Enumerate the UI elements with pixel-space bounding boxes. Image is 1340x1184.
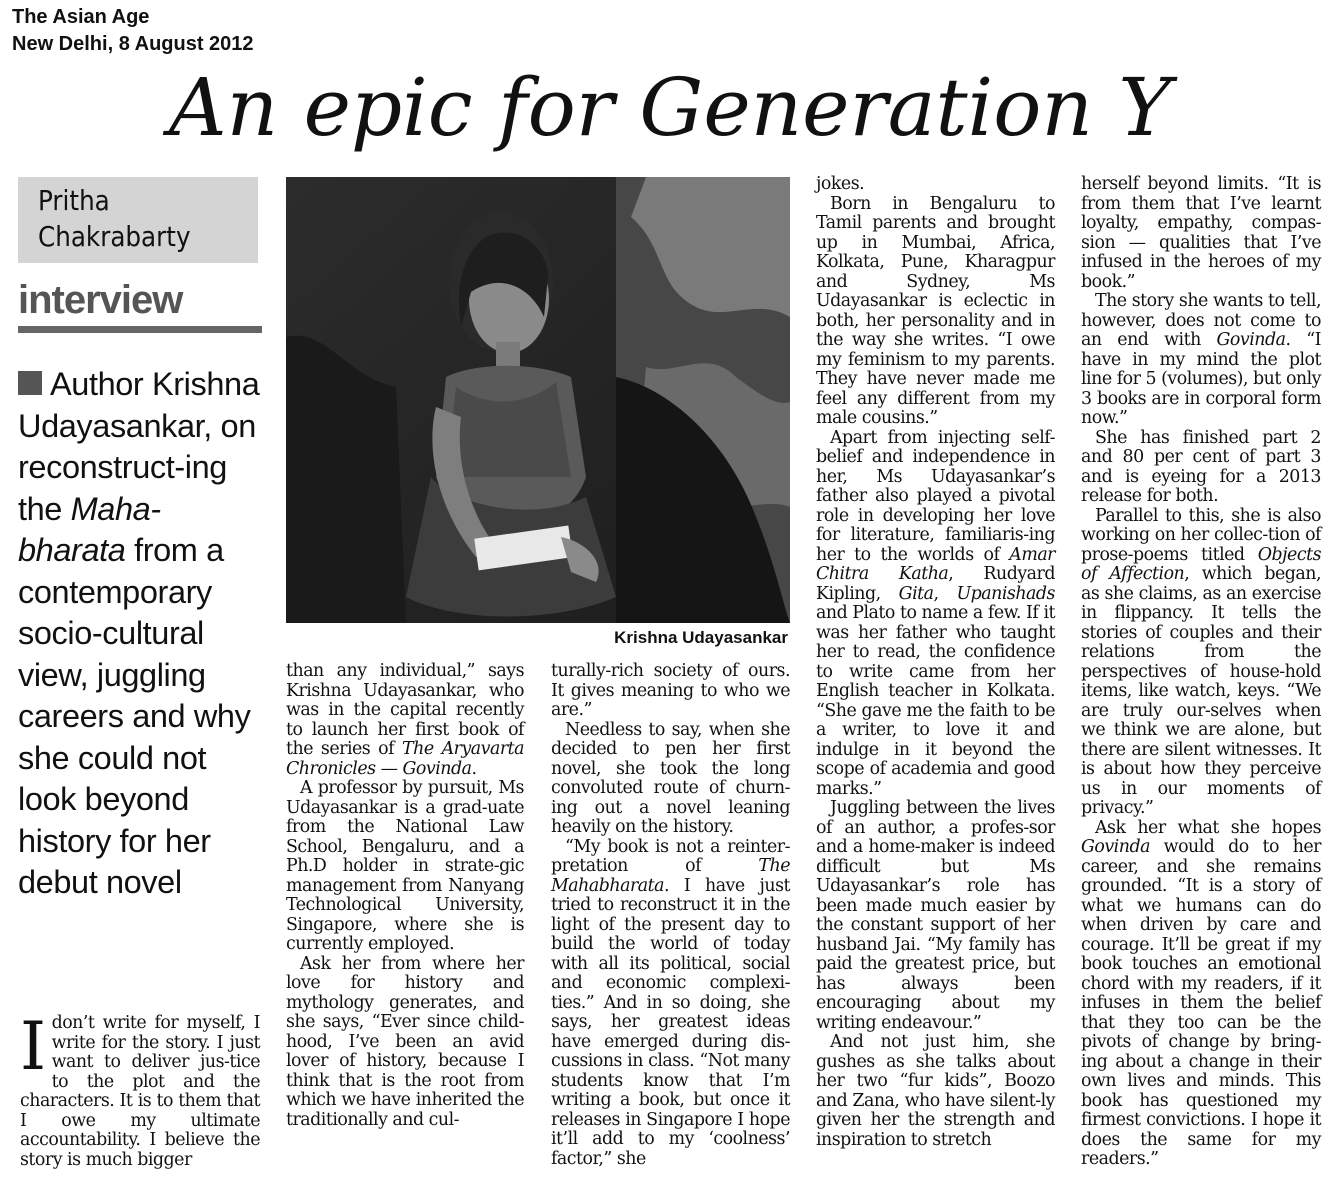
col4-p3-text: Apart from injecting self-belief and independence in her, Ms Udayasankar’s father also played a pivotal role in developing her love for literature, familiaris-ing her to the worlds of: [816, 427, 1055, 565]
standfirst-text-c: from a contemporary socio-cultural view, juggling careers and why she could not look beyond history for her debut novel: [18, 532, 251, 900]
article-column-5: [1081, 175, 1321, 1170]
col3-p2: Needless to say, when she decided to pen her first novel, she took the long convoluted route of churn-ing out a novel leaning heavily on the history.: [551, 719, 790, 837]
col5-p4-text: Parallel to this, she is also working on her collec-tion of prose-poems titled: [1081, 505, 1321, 565]
byline-first-name: Pritha: [38, 184, 110, 217]
byline-last-name: Chakrabarty: [38, 220, 191, 253]
col4-p4: Juggling between the lives of an author, a profes-sor and a home-maker is indeed difficult but Ms Udayasankar’s role has been made much easier by the constant support of her husband Jai. “My family has paid the greatest price, but has always been encouraging about my writing endeavour.”: [816, 798, 1055, 1033]
col1-text: don’t write for myself, I write for the story. I just want to deliver jus-tice to the plot and the characters. It is to them that I owe my ultimate accountability. I believe the story is much bigger: [20, 1013, 260, 1170]
photo-caption: Krishna Udayasankar: [614, 628, 788, 647]
col3-p3-italic: The Mahabharata: [551, 856, 790, 896]
standfirst-text-italic: Maha-bharata: [18, 490, 161, 568]
article-column-3: [551, 662, 790, 1169]
col4-p2: Born in Bengaluru to Tamil parents and brought up in Mumbai, Africa, Kolkata, Pune, Kharagpur and Sydney, Ms Udayasankar is eclectic in both, her personality and in the way she writes. “I owe my feminism to my parents. They have never made me feel any different from my male cousins.”: [816, 193, 1055, 428]
col4-p3-italic-3: Upanishads: [956, 583, 1055, 604]
col2-p3: Ask her from where her love for history and mythology generates, and she says, “Ever since child-hood, I’ve been an avid lover of history, because I think that is the root from which we have inherited the traditionally and cul-: [286, 953, 524, 1130]
article-column-1: [20, 1008, 260, 1170]
col4-p3-italic-1: Amar Chitra Katha: [816, 544, 1055, 584]
book-title: The Aryavarta Chronicles — Govinda: [286, 739, 524, 779]
publication-name: The Asian Age: [12, 6, 150, 28]
article-column-4: [816, 175, 1055, 1150]
col3-p3-text: “My book is not a reinter-pretation of: [551, 836, 790, 876]
author-photo-illustration: [286, 177, 790, 623]
col4-p3-text-2: , Rudyard Kipling,: [816, 564, 1055, 604]
standfirst-text-a: Author Krishna Udayasankar, on reconstruct-ing the: [18, 366, 260, 527]
col5-p5-text: Ask her what she hopes: [1095, 817, 1321, 838]
bullet-square-icon: [18, 371, 42, 395]
col5-p2-end: . “I have in my mind the plot line for 5 (volumes), but only 3 books are in corporal form now.”: [1081, 330, 1321, 428]
col5-p4-italic: Objects of Affection: [1081, 544, 1321, 584]
col5-p1: herself beyond limits. “It is from them that I’ve learnt loyalty, empathy, compas-sion — qualities that I’ve infused in the heroes of my book.”: [1081, 174, 1321, 292]
col2-p1-end: .: [471, 758, 477, 779]
col4-p3-text-3: ,: [933, 583, 957, 604]
col3-p3-end: . I have just tried to reconstruct it in the light of the present day to build the world of today with all its political, social and economic complexi-ties.” And in so doing, she says, her greatest ideas have emerged during dis-cussions in class. “Not many students know that I’m writing a book, but once it releases in Singapore I hope it’ll add to my ‘coolness’ factor,” she: [551, 875, 790, 1169]
col4-p1: jokes.: [816, 174, 865, 194]
col2-p1-text: than any individual,” says Krishna Udayasankar, who was in the capital recently to launch her first book of the series of: [286, 661, 524, 759]
article-column-2: [286, 662, 524, 1130]
section-label: interview: [18, 278, 183, 322]
headline: An epic for Generation Y: [168, 61, 1172, 154]
author-photo: [286, 177, 790, 623]
col5-p2-text: The story she wants to tell, however, does not come to an end with: [1081, 291, 1321, 350]
drop-cap: I: [20, 1008, 46, 1085]
col5-p5-italic: Govinda: [1081, 837, 1150, 857]
col5-p3: She has finished part 2 and 80 per cent of part 3 and is eyeing for a 2013 release for both.: [1081, 427, 1321, 506]
byline: [18, 177, 258, 263]
col5-p2-italic: Govinda: [1216, 330, 1286, 350]
standfirst: [18, 364, 268, 904]
col2-p2: A professor by pursuit, Ms Udayasankar is a grad-uate from the National Law School, Bengaluru, and a Ph.D holder in strate-gic management from Nanyang Technological University, Singapore, where she is currently employed.: [286, 778, 524, 954]
col5-p4-end: , which began, as she claims, as an exercise in flippancy. It tells the stories of couples and their relations from the perspectives of house-hold items, like watch, keys. “We are truly our-selves when we think we are alone, but there are silent witnesses. It is about how they perceive us in our moments of privacy.”: [1081, 564, 1321, 818]
col4-p5: And not just him, she gushes as she talks about her two “fur kids”, Boozo and Zana, who have silent-ly given her the strength and inspiration to stretch: [816, 1032, 1055, 1150]
col4-p3-text-4: and Plato to name a few. If it was her father who taught her to read, the confidence to write came from her English teacher in Kolkata. “She gave me the faith to be a writer, to love it and indulge in it beyond the scope of academia and good marks.”: [816, 603, 1055, 799]
col3-p1: turally-rich society of ours. It gives meaning to who we are.”: [551, 661, 790, 720]
col5-p5-end: would do to her career, and she remains grounded. “It is a story of what we humans can do when driven by care and courage. It’ll be great if my book touches an emotional chord with my readers, if it infuses in them the belief that they too can be the pivots of change by bring-ing about a change in their own lives and minds. This book has questioned my firmest convictions. I hope it does the same for my readers.”: [1081, 837, 1321, 1169]
section-rule: [18, 326, 262, 333]
col4-p3-italic-2: Gita: [898, 583, 934, 604]
publication-dateline: New Delhi, 8 August 2012: [12, 33, 254, 55]
